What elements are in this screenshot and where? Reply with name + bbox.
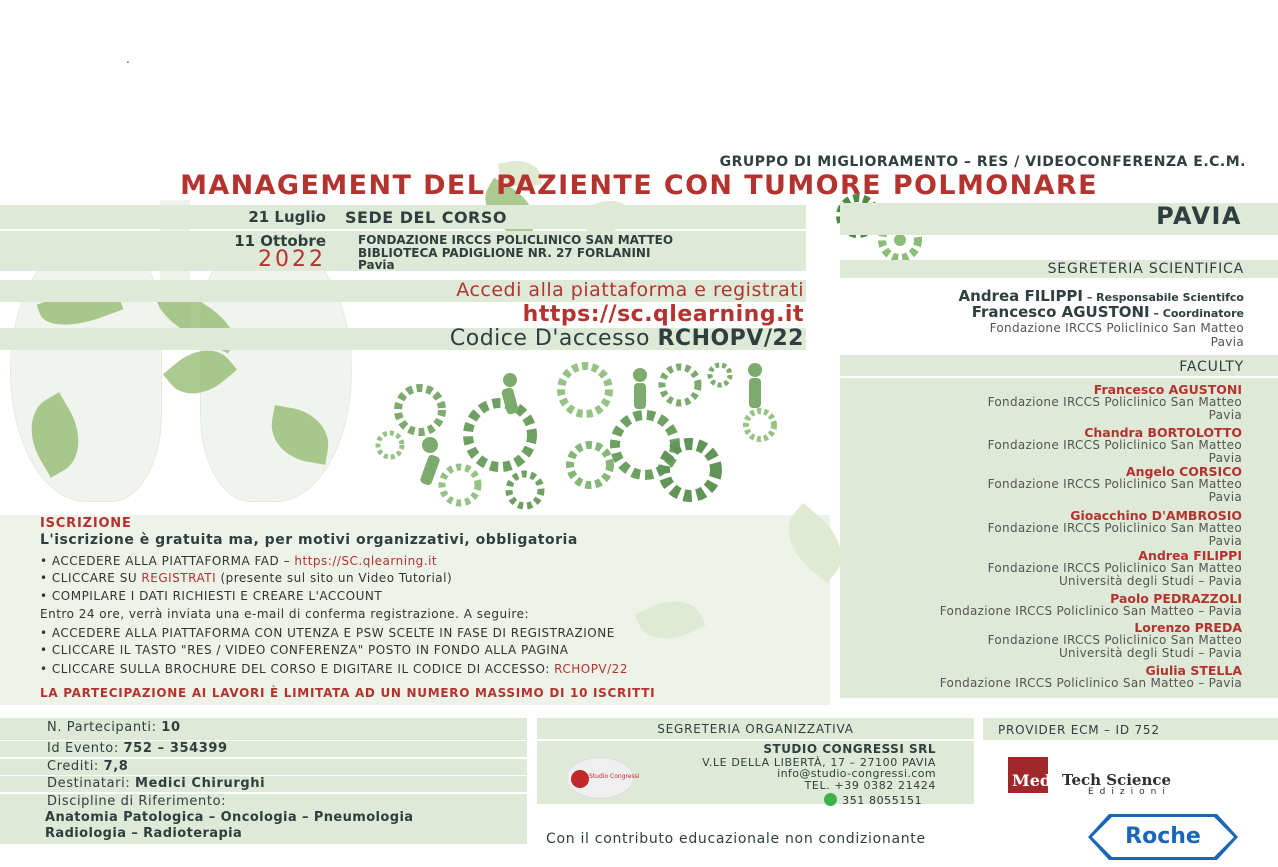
fad-link[interactable]: https://SC.qlearning.it bbox=[294, 554, 438, 568]
logo-sub: Edizioni bbox=[1088, 787, 1171, 797]
scientific-inst: Fondazione IRCCS Policlinico San Matteo bbox=[989, 321, 1244, 335]
organizing-heading: SEGRETERIA ORGANIZZATIVA bbox=[657, 722, 854, 736]
city-label: PAVIA bbox=[1156, 202, 1242, 230]
scientific-heading: SEGRETERIA SCIENTIFICA bbox=[1047, 261, 1244, 277]
scientific-person-2 bbox=[840, 302, 1244, 321]
organizing-mobile-line: 351 8055151 bbox=[824, 789, 922, 808]
step-2: • CLICCARE SU REGISTRATI (presente sul sito un Video Tutorial) bbox=[40, 571, 453, 585]
organizing-company: STUDIO CONGRESSI SRL bbox=[763, 742, 936, 756]
iscrizione-subheading: L'iscrizione è gratuita ma, per motivi organizzativi, obbligatoria bbox=[40, 532, 578, 548]
date-1: 21 Luglio bbox=[248, 208, 326, 226]
dot-mark: . bbox=[126, 52, 130, 66]
access-code-label: Codice D'accesso bbox=[449, 326, 650, 351]
target-line: Destinatari: Medici Chirurghi bbox=[47, 776, 266, 791]
faculty-member: Chandra BORTOLOTTO Fondazione IRCCS Policlinico San Matteo Pavia bbox=[987, 425, 1242, 465]
medtech-logo bbox=[1008, 757, 1212, 797]
faculty-member: Andrea FILIPPI Fondazione IRCCS Policlinico San Matteo Università degli Studi – Pavia bbox=[987, 548, 1242, 588]
faculty-heading: FACULTY bbox=[1179, 359, 1244, 375]
participation-limit: LA PARTECIPAZIONE AI LAVORI È LIMITATA AD UN NUMERO MASSIMO DI 10 ISCRITTI bbox=[40, 686, 656, 700]
venue-heading: SEDE DEL CORSO bbox=[345, 208, 507, 227]
organizing-address: V.LE DELLA LIBERTÀ, 17 – 27100 PAVIA bbox=[702, 756, 936, 769]
faculty-member: Lorenzo PREDA Fondazione IRCCS Policlinico San Matteo Università degli Studi – Pavia bbox=[987, 620, 1242, 660]
logo-text: Studio Congressi bbox=[589, 773, 640, 780]
faculty-member: Gioacchino D'AMBROSIO Fondazione IRCCS Policlinico San Matteo Pavia bbox=[987, 508, 1242, 548]
scientific-role-2: – Coordinatore bbox=[1149, 307, 1244, 320]
gears-illustration bbox=[360, 355, 810, 515]
provider-heading: PROVIDER ECM – ID 752 bbox=[998, 723, 1160, 737]
faculty-divider bbox=[840, 376, 1278, 378]
faculty-member: Paolo PEDRAZZOLI Fondazione IRCCS Policlinico San Matteo – Pavia bbox=[939, 591, 1242, 618]
whatsapp-icon bbox=[824, 793, 837, 806]
step-5: • CLICCARE IL TASTO "RES / VIDEO CONFERENZA" POSTO IN FONDO ALLA PAGINA bbox=[40, 643, 569, 657]
scientific-name-1: Andrea FILIPPI bbox=[958, 287, 1084, 305]
step-3: • COMPILARE I DATI RICHIESTI E CREARE L'ACCOUNT bbox=[40, 589, 383, 603]
step-1: • ACCEDERE ALLA PIATTAFORMA FAD – https://SC.qlearning.it bbox=[40, 554, 438, 568]
scientific-city: Pavia bbox=[1210, 335, 1244, 349]
event-line: Id Evento: 752 – 354399 bbox=[47, 741, 228, 756]
access-code: RCHOPV/22 bbox=[657, 326, 804, 351]
logo-s-mark bbox=[571, 770, 589, 788]
participants-line: N. Partecipanti: 10 bbox=[47, 720, 181, 735]
page-title: MANAGEMENT DEL PAZIENTE CON TUMORE POLMONARE bbox=[180, 170, 1098, 201]
venue-line-3: Pavia bbox=[358, 258, 395, 272]
access-code-line bbox=[200, 326, 804, 351]
organizing-tel: TEL. +39 0382 21424 bbox=[804, 779, 936, 792]
logo-word-1: Med bbox=[1012, 771, 1052, 790]
credits-line: Crediti: 7,8 bbox=[47, 759, 129, 774]
venue-line-1: FONDAZIONE IRCCS POLICLINICO SAN MATTEO bbox=[358, 233, 674, 247]
faculty-member: Giulia STELLA Fondazione IRCCS Policlinico San Matteo – Pavia bbox=[939, 663, 1242, 690]
organizing-divider bbox=[537, 739, 974, 741]
date-2: 11 Ottobre bbox=[234, 232, 326, 250]
disciplines-line-2: Radiologia – Radioterapia bbox=[45, 826, 243, 841]
faculty-member: Francesco AGUSTONI Fondazione IRCCS Policlinico San Matteo Pavia bbox=[987, 382, 1242, 422]
access-code-inline: RCHOPV/22 bbox=[554, 662, 628, 676]
disciplines-line-1: Anatomia Patologica – Oncologia – Pneumologia bbox=[45, 810, 414, 825]
disciplines-label: Discipline di Riferimento: bbox=[47, 794, 227, 809]
contribution-note: Con il contributo educazionale non condizionante bbox=[546, 831, 926, 847]
roche-logo bbox=[1088, 814, 1238, 860]
page-subtitle: GRUPPO DI MIGLIORAMENTO – RES / VIDEOCONFERENZA E.C.M. bbox=[719, 154, 1246, 170]
access-cta: Accedi alla piattaforma e registrati bbox=[456, 279, 804, 301]
studio-congressi-logo bbox=[566, 757, 640, 799]
organizing-email[interactable]: info@studio-congressi.com bbox=[777, 767, 936, 780]
scientific-role-1: – Responsabile Scientifco bbox=[1083, 291, 1244, 304]
iscrizione-note: Entro 24 ore, verrà inviata una e-mail di conferma registrazione. A seguire: bbox=[40, 607, 530, 621]
faculty-member: Angelo CORSICO Fondazione IRCCS Policlinico San Matteo Pavia bbox=[987, 464, 1242, 504]
access-url[interactable]: https://sc.qlearning.it bbox=[522, 302, 804, 327]
date-year: 2022 bbox=[258, 247, 326, 272]
logo-word-2: Tech Science bbox=[1062, 771, 1172, 789]
step-4: • ACCEDERE ALLA PIATTAFORMA CON UTENZA E PSW SCELTE IN FASE DI REGISTRAZIONE bbox=[40, 626, 615, 640]
step-6: • CLICCARE SULLA BROCHURE DEL CORSO E DIGITARE IL CODICE DI ACCESSO: RCHOPV/22 bbox=[40, 662, 628, 676]
scientific-name-2: Francesco AGUSTONI bbox=[971, 303, 1150, 321]
roche-word: Roche bbox=[1125, 824, 1201, 849]
venue-line-2: BIBLIOTECA PADIGLIONE NR. 27 FORLANINI bbox=[358, 246, 651, 260]
iscrizione-heading: ISCRIZIONE bbox=[40, 516, 132, 531]
registrati-link[interactable]: REGISTRATI bbox=[141, 571, 217, 585]
